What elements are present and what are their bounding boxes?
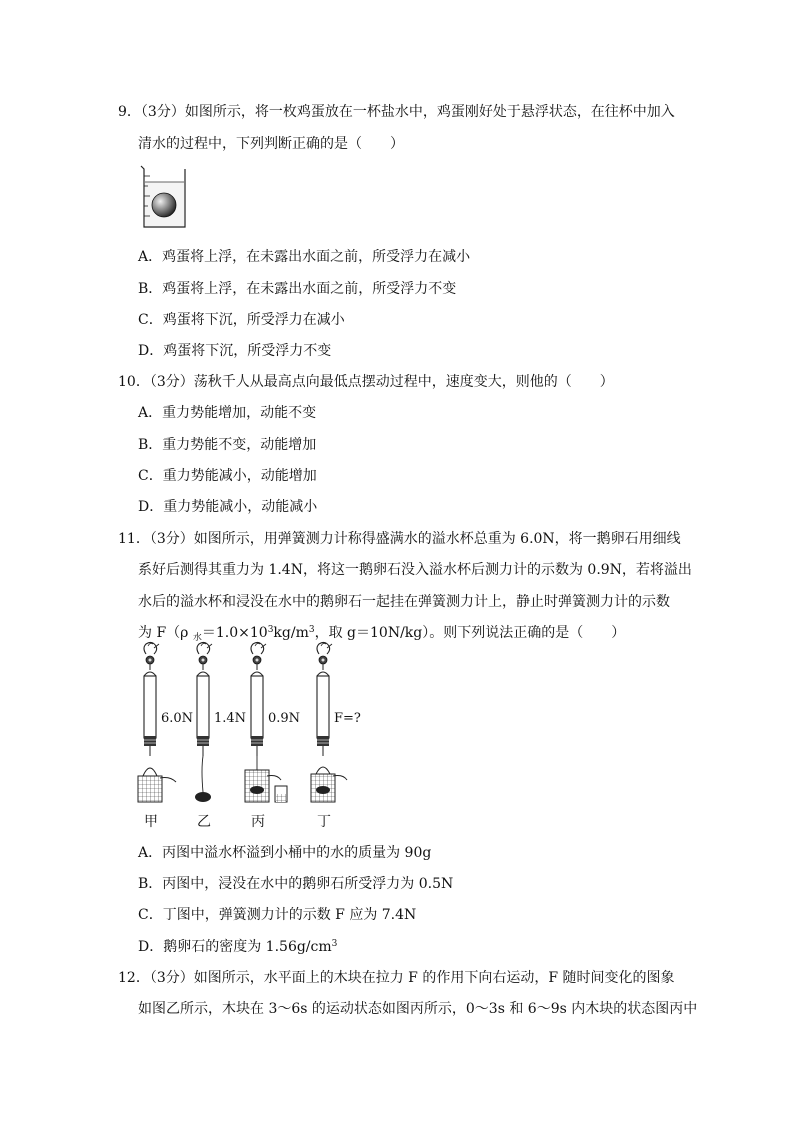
q10-stem: 10．（3分）荡秋千人从最高点向最低点摆动过程中，速度变大，则他的（ ） xyxy=(118,374,614,390)
q11-option-d: D．鹅卵石的密度为 $1.56g/cm^3$ xyxy=(138,939,338,955)
q10-option-b: B．重力势能不变，动能增加 xyxy=(138,437,317,453)
label-jia: 甲 xyxy=(144,814,158,830)
q11-stem-line1: 11．（3分）如图所示，用弹簧测力计称得盛满水的溢水杯总重为 6.0N，将一鹅卵石用细线 xyxy=(118,531,681,547)
reading-ding: F=? xyxy=(334,711,361,726)
reading-yi: 1.4N xyxy=(214,711,247,726)
label-yi: 乙 xyxy=(197,814,211,830)
q9-stem-line2: 清水的过程中，下列判断正确的是（ ） xyxy=(138,136,404,152)
scale-yi xyxy=(195,642,212,802)
q11-stem-line3: 水后的溢水杯和浸没在水中的鹅卵石一起挂在弹簧测力计上，静止时弹簧测力计的示数 xyxy=(138,594,670,610)
q11-stem-line4: 为 F（ρ $_水=1.0\times 10^3kg/m^3$，取 g＝10N/kg）。则下列说法正确的是（ ） xyxy=(138,625,626,643)
q11-option-c: C．丁图中，弹簧测力计的示数 F 应为 7.4N xyxy=(138,907,417,923)
reading-jia: 6.0N xyxy=(161,711,194,726)
q9-option-b: B．鸡蛋将上浮，在未露出水面之前，所受浮力不变 xyxy=(138,281,457,297)
q11-option-b: B．丙图中，浸没在水中的鹅卵石所受浮力为 0.5N xyxy=(138,876,454,892)
q11-option-a: A．丙图中溢水杯溢到小桶中的水的质量为 90g xyxy=(138,845,432,861)
q9-option-d: D．鸡蛋将下沉，所受浮力不变 xyxy=(138,343,332,359)
q9-stem-line1: 9．（3分）如图所示，将一枚鸡蛋放在一杯盐水中，鸡蛋刚好处于悬浮状态，在往杯中加入 xyxy=(118,104,675,120)
spring-scale-figure xyxy=(128,652,368,832)
q11-stem-line2: 系好后测得其重力为 1.4N，将这一鹅卵石没入溢水杯后测力计的示数为 0.9N，若将溢出 xyxy=(138,562,692,578)
q9-option-c: C．鸡蛋将下沉，所受浮力在减小 xyxy=(138,312,345,328)
q10-option-d: D．重力势能减小，动能减小 xyxy=(138,499,318,515)
q12-stem-line1: 12．（3分）如图所示，水平面上的木块在拉力 F 的作用下向右运动，F 随时间变化的图象 xyxy=(118,970,675,986)
label-bing: 丙 xyxy=(251,814,265,830)
q9-option-a: A．鸡蛋将上浮，在未露出水面之前，所受浮力在减小 xyxy=(138,249,471,265)
egg xyxy=(152,193,176,217)
reading-bing: 0.9N xyxy=(268,711,301,726)
q12-stem-line2: 如图乙所示，木块在 3～6s 的运动状态如图丙所示，0～3s 和 6～9s 内木块的状态图丙中 xyxy=(138,1001,698,1017)
q10-option-a: A．重力势能增加，动能不变 xyxy=(138,405,317,421)
q10-option-c: C．重力势能减小，动能增加 xyxy=(138,468,317,484)
beaker-figure xyxy=(138,164,190,230)
label-ding: 丁 xyxy=(317,814,331,830)
